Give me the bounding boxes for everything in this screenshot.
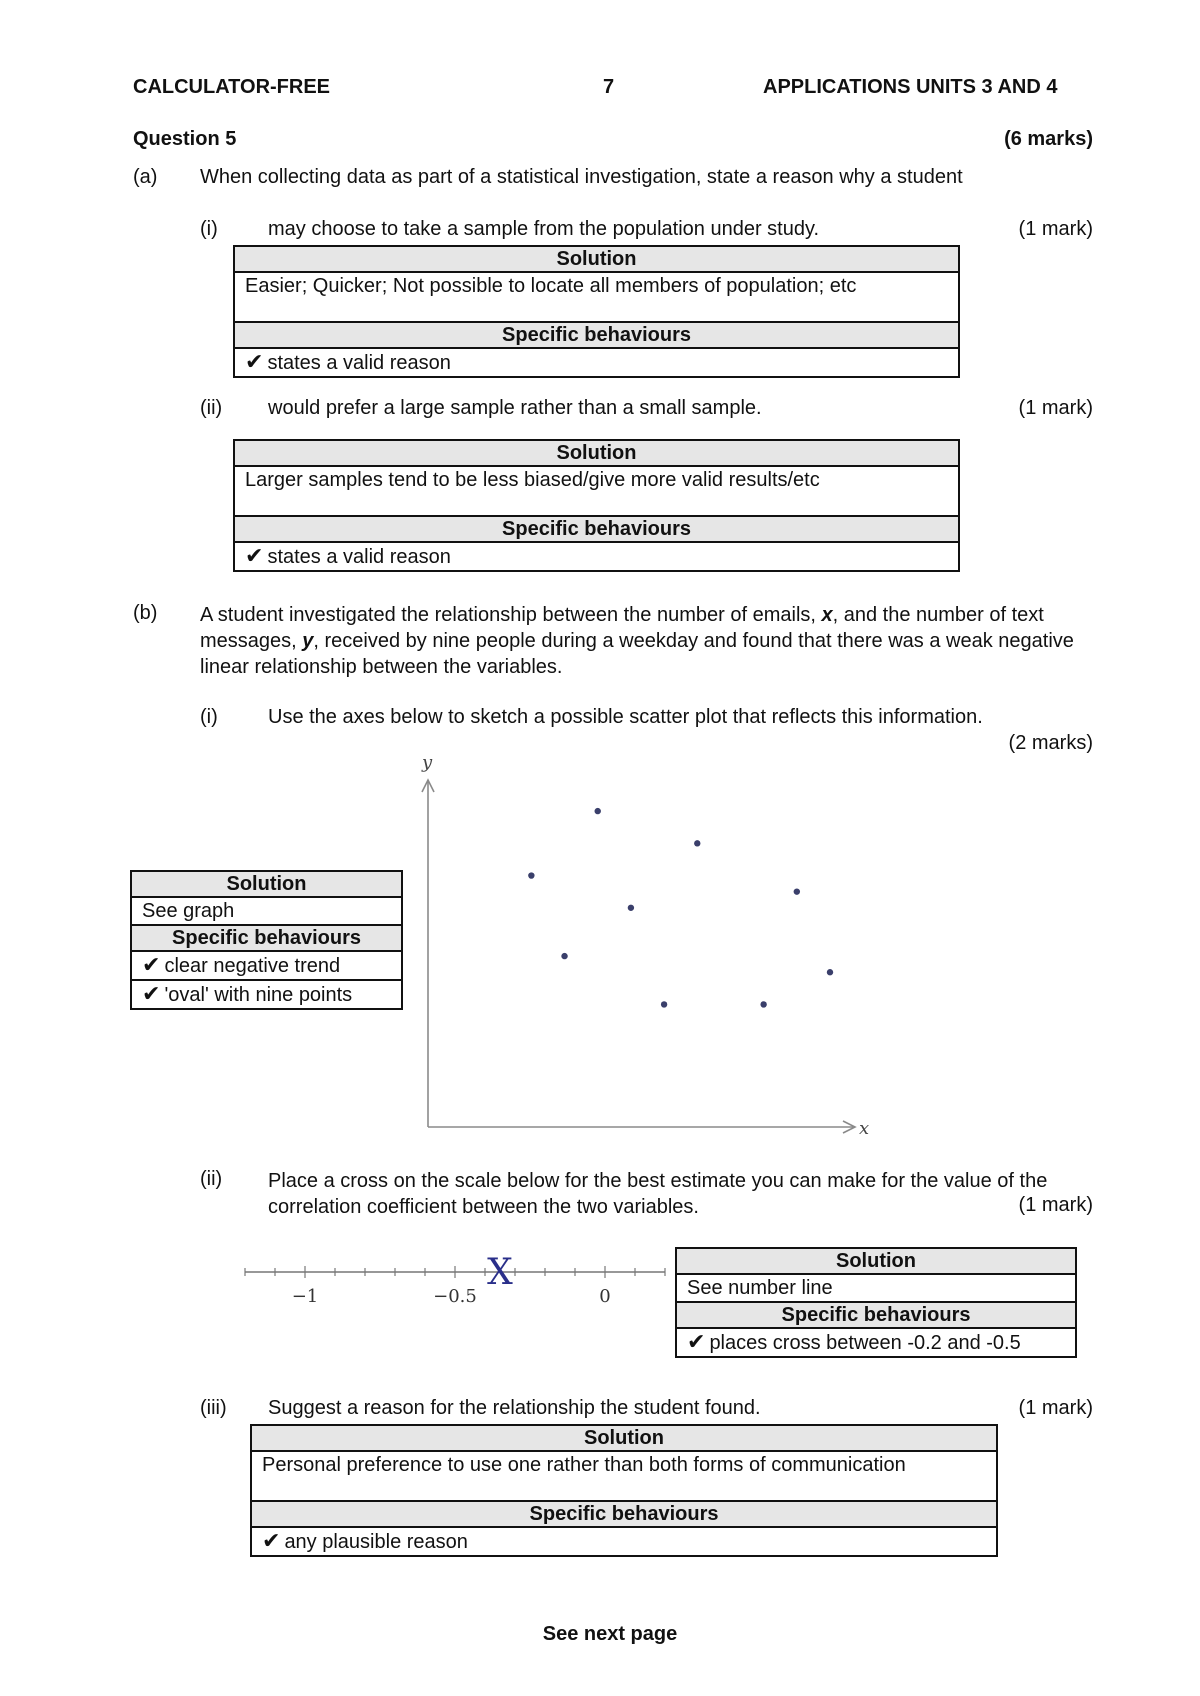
part-b-i-marks: (2 marks) <box>1008 732 1093 754</box>
check-icon: ✔ <box>687 1329 706 1354</box>
solution-heading: Solution <box>234 440 959 466</box>
part-a-ii-marks: (1 mark) <box>1018 397 1093 419</box>
part-a-i-marks: (1 mark) <box>1018 218 1093 240</box>
solution-table-a-i <box>233 245 960 378</box>
question-marks: (6 marks) <box>1004 128 1093 150</box>
scatter-point-4 <box>628 905 634 911</box>
part-b-iii-label: (iii) <box>200 1397 227 1419</box>
number-line-tick-label: −1 <box>291 1286 319 1307</box>
page-number: 7 <box>603 76 615 98</box>
behaviours-heading: Specific behaviours <box>234 516 959 542</box>
solution-text: Easier; Quicker; Not possible to locate all members of population; etc <box>234 272 959 322</box>
solution-heading: Solution <box>234 246 959 272</box>
number-line-tick-label: 0 <box>599 1286 611 1307</box>
part-b-i-text: Use the axes below to sketch a possible scatter plot that reflects this information. <box>268 706 983 728</box>
solution-text: Personal preference to use one rather than both forms of communication <box>251 1451 997 1501</box>
solution-table-b-iii <box>250 1424 998 1557</box>
y-axis-label: y <box>422 752 433 773</box>
footer-next-page: See next page <box>542 1623 678 1645</box>
check-icon: ✔ <box>245 543 264 568</box>
header-right: APPLICATIONS UNITS 3 AND 4 <box>763 76 1058 98</box>
solution-heading: Solution <box>676 1248 1076 1274</box>
scatter-point-9 <box>827 969 833 975</box>
check-icon: ✔ <box>142 952 161 977</box>
var-y: y <box>302 630 314 652</box>
part-b-label: (b) <box>133 602 158 624</box>
scatter-point-1 <box>528 872 534 878</box>
solution-text: See number line <box>676 1274 1076 1302</box>
check-icon: ✔ <box>142 981 161 1006</box>
behaviours-heading: Specific behaviours <box>676 1302 1076 1328</box>
solution-heading: Solution <box>251 1425 997 1451</box>
part-b-ii-label: (ii) <box>200 1168 223 1190</box>
scatter-point-5 <box>661 1001 667 1007</box>
x-axis-label: x <box>859 1118 870 1139</box>
check-icon: ✔ <box>262 1528 281 1553</box>
solution-text: See graph <box>131 897 402 925</box>
solution-table-b-ii <box>675 1247 1077 1358</box>
part-a-i-label: (i) <box>200 218 218 240</box>
question-title: Question 5 <box>133 128 237 150</box>
behaviour-item: ✔ any plausible reason <box>251 1527 997 1556</box>
cross-mark: X <box>487 1252 513 1293</box>
part-a-ii-text: would prefer a large sample rather than a small sample. <box>268 397 762 419</box>
scatter-point-6 <box>694 840 700 846</box>
behaviour-item: ✔ 'oval' with nine points <box>131 980 402 1009</box>
part-a-stem: When collecting data as part of a statistical investigation, state a reason why a student <box>200 166 963 188</box>
behaviours-heading: Specific behaviours <box>251 1501 997 1527</box>
number-line <box>240 1248 670 1318</box>
header-left: CALCULATOR-FREE <box>133 76 331 98</box>
scatter-plot <box>410 745 890 1145</box>
scatter-points <box>528 808 833 1008</box>
behaviour-item: ✔ states a valid reason <box>234 542 959 571</box>
scatter-point-7 <box>760 1001 766 1007</box>
behaviour-item: ✔ places cross between -0.2 and -0.5 <box>676 1328 1076 1357</box>
scatter-point-3 <box>595 808 601 814</box>
number-line-tick-label: −0.5 <box>433 1286 477 1307</box>
solution-table-a-ii <box>233 439 960 572</box>
part-b-iii-marks: (1 mark) <box>1018 1397 1093 1419</box>
solution-heading: Solution <box>131 871 402 897</box>
scatter-point-8 <box>794 888 800 894</box>
behaviour-item: ✔ clear negative trend <box>131 951 402 980</box>
solution-text: Larger samples tend to be less biased/give more valid results/etc <box>234 466 959 516</box>
behaviours-heading: Specific behaviours <box>131 925 402 951</box>
part-b-ii-marks: (1 mark) <box>1018 1194 1093 1216</box>
solution-table-b-i <box>130 870 403 1010</box>
part-a-label: (a) <box>133 166 158 188</box>
scatter-axes <box>421 752 869 1139</box>
behaviour-item: ✔ states a valid reason <box>234 348 959 377</box>
part-b-stem: A student investigated the relationship between the number of emails, x, and the number of text messages, y, received by nine people during a weekday and found that there was a weak negative linear relationship between the variables. <box>200 604 1074 678</box>
part-b-i-label: (i) <box>200 706 218 728</box>
check-icon: ✔ <box>245 349 264 374</box>
part-b-iii-text: Suggest a reason for the relationship the student found. <box>268 1397 761 1419</box>
part-a-i-text: may choose to take a sample from the population under study. <box>268 218 820 240</box>
var-x: x <box>821 604 833 626</box>
scatter-point-2 <box>561 953 567 959</box>
behaviours-heading: Specific behaviours <box>234 322 959 348</box>
part-a-ii-label: (ii) <box>200 397 223 419</box>
part-b-ii-text: Place a cross on the scale below for the best estimate you can make for the value of the correlation coefficient between the two variables. <box>268 1170 1048 1218</box>
